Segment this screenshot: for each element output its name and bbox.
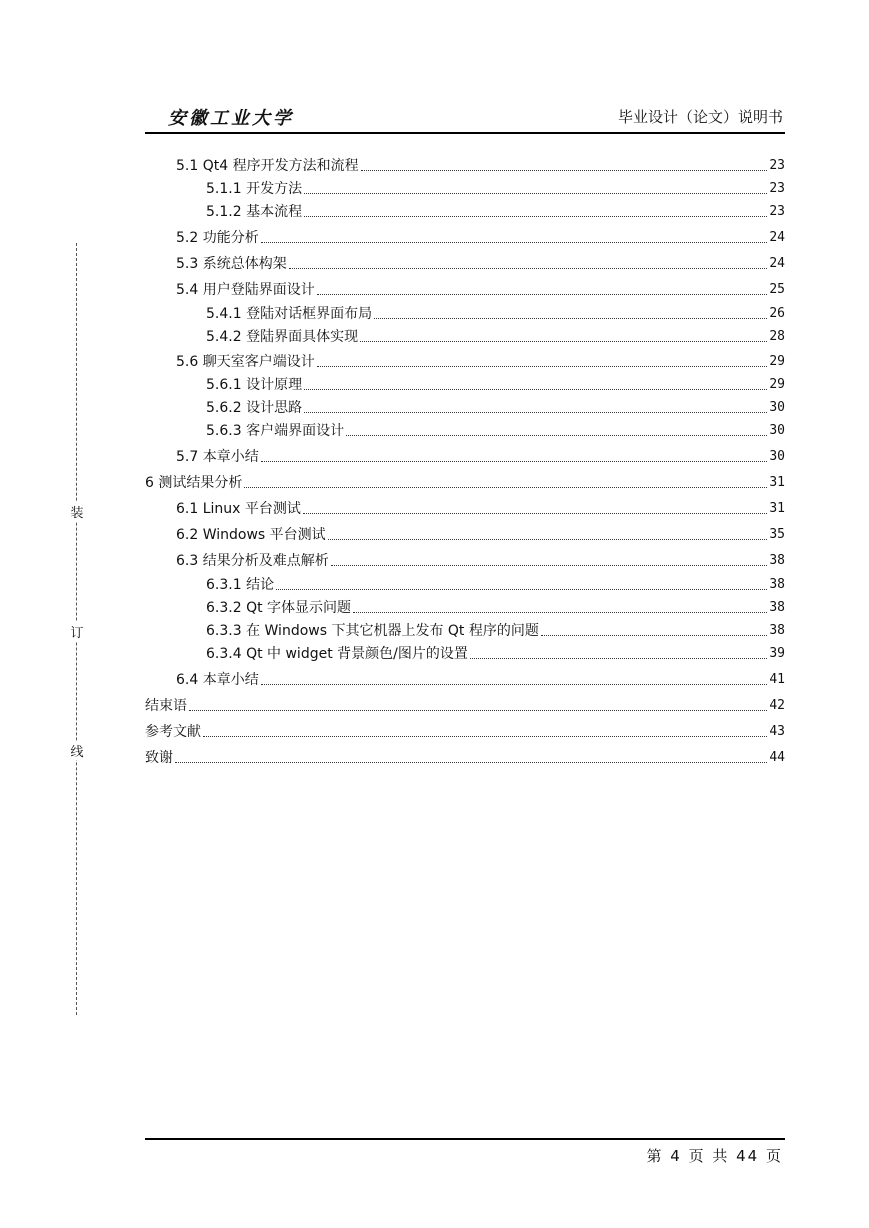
toc-leader-dots [541,635,767,636]
toc-entry-label: 6.2 Windows 平台测试 [176,527,326,543]
toc-entry[interactable] [145,695,785,715]
toc-entry-page: 23 [769,158,785,173]
toc-entry-label: 6.3.4 Qt 中 widget 背景颜色/图片的设置 [206,646,468,662]
toc-entry[interactable] [145,155,785,175]
toc-entry-label: 5.2 功能分析 [176,230,259,246]
toc-entry-page: 30 [769,449,785,464]
toc-entry-page: 26 [769,306,785,321]
toc-entry-page: 24 [769,230,785,245]
toc-entry-label: 6.1 Linux 平台测试 [176,501,301,517]
toc-entry-label: 参考文献 [145,724,201,740]
toc-entry[interactable] [145,351,785,371]
toc-entry-label: 5.6.2 设计思路 [206,400,303,416]
toc-leader-dots [276,589,767,590]
toc-entry-label: 5.3 系统总体构架 [176,256,287,272]
toc-entry[interactable] [145,303,785,323]
toc-leader-dots [304,412,767,413]
toc-leader-dots [304,193,767,194]
toc-leader-dots [244,487,767,488]
document-type: 毕业设计（论文）说明书 [617,108,783,126]
toc-entry-page: 24 [769,256,785,271]
toc-leader-dots [470,658,767,659]
toc-entry-page: 43 [769,724,785,739]
toc-entry-label: 5.7 本章小结 [176,449,259,465]
toc-entry[interactable] [145,498,785,518]
toc-leader-dots [328,539,768,540]
toc-entry[interactable] [145,620,785,640]
toc-leader-dots [261,684,768,685]
toc-leader-dots [353,612,767,613]
toc-leader-dots [261,242,768,243]
toc-entry-label: 5.4.2 登陆界面具体实现 [206,329,359,345]
toc-entry[interactable] [145,574,785,594]
toc-entry-page: 29 [769,377,785,392]
toc-entry-page: 25 [769,282,785,297]
toc-entry-page: 42 [769,698,785,713]
toc-entry-label: 6.4 本章小结 [176,672,259,688]
toc-entry[interactable] [145,178,785,198]
toc-leader-dots [374,318,767,319]
toc-leader-dots [346,435,767,436]
toc-leader-dots [360,341,767,342]
toc-entry[interactable] [145,227,785,247]
toc-entry-page: 38 [769,623,785,638]
toc-entry[interactable] [145,669,785,689]
toc-leader-dots [261,461,768,462]
toc-entry-page: 35 [769,527,785,542]
toc-entry[interactable] [145,397,785,417]
binding-mark-xian: 线 [68,741,86,760]
toc-entry-label: 结束语 [145,698,187,714]
toc-entry[interactable] [145,597,785,617]
toc-entry-label: 5.6.1 设计原理 [206,377,303,393]
toc-leader-dots [203,736,767,737]
toc-entry-page: 28 [769,329,785,344]
toc-leader-dots [303,513,767,514]
toc-entry[interactable] [145,550,785,570]
toc-entry-page: 39 [769,646,785,661]
toc-leader-dots [289,268,768,269]
toc-leader-dots [317,366,768,367]
toc-entry-label: 5.4.1 登陆对话框界面布局 [206,306,373,322]
toc-entry-label: 5.1.1 开发方法 [206,181,303,197]
toc-entry[interactable] [145,643,785,663]
toc-entry-page: 30 [769,423,785,438]
toc-entry-page: 23 [769,204,785,219]
toc-entry-page: 31 [769,501,785,516]
binding-mark-zhuang: 装 [68,502,86,521]
toc-entry[interactable] [145,472,785,492]
toc-entry-label: 5.6.3 客户端界面设计 [206,423,345,439]
toc-entry-page: 23 [769,181,785,196]
header-rule [145,132,785,134]
toc-entry-label: 6.3 结果分析及难点解析 [176,553,329,569]
toc-entry-label: 6 测试结果分析 [145,475,243,491]
toc-entry-label: 5.4 用户登陆界面设计 [176,282,315,298]
toc-leader-dots [361,170,768,171]
toc-entry[interactable] [145,253,785,273]
toc-entry-page: 38 [769,600,785,615]
page-number: 第 4 页 共 44 页 [646,1147,783,1165]
toc-entry[interactable] [145,201,785,221]
toc-leader-dots [331,565,768,566]
toc-entry[interactable] [145,524,785,544]
toc-leader-dots [304,216,767,217]
toc-entry-page: 29 [769,354,785,369]
toc-entry[interactable] [145,446,785,466]
toc-entry[interactable] [145,721,785,741]
toc-entry[interactable] [145,747,785,767]
toc-entry-label: 6.3.2 Qt 字体显示问题 [206,600,352,616]
toc-entry-label: 6.3.1 结论 [206,577,275,593]
toc-entry-label: 5.6 聊天室客户端设计 [176,354,315,370]
toc-entry-page: 31 [769,475,785,490]
toc-entry[interactable] [145,374,785,394]
toc-entry-label: 5.1 Qt4 程序开发方法和流程 [176,158,359,174]
binding-mark-ding: 订 [68,622,86,641]
toc-entry[interactable] [145,420,785,440]
toc-entry-page: 41 [769,672,785,687]
toc-entry-label: 致谢 [145,750,173,766]
toc-leader-dots [189,710,767,711]
toc-entry[interactable] [145,279,785,299]
toc-entry-label: 6.3.3 在 Windows 下其它机器上发布 Qt 程序的问题 [206,623,539,639]
school-name: 安徽工业大学 [168,108,294,129]
toc-entry-page: 30 [769,400,785,415]
toc-entry-label: 5.1.2 基本流程 [206,204,303,220]
toc-leader-dots [175,762,767,763]
toc-entry-page: 38 [769,577,785,592]
toc-entry[interactable] [145,326,785,346]
toc-entry-page: 38 [769,553,785,568]
toc-leader-dots [317,294,768,295]
toc-entry-page: 44 [769,750,785,765]
toc-leader-dots [304,389,767,390]
footer-rule [145,1138,785,1140]
